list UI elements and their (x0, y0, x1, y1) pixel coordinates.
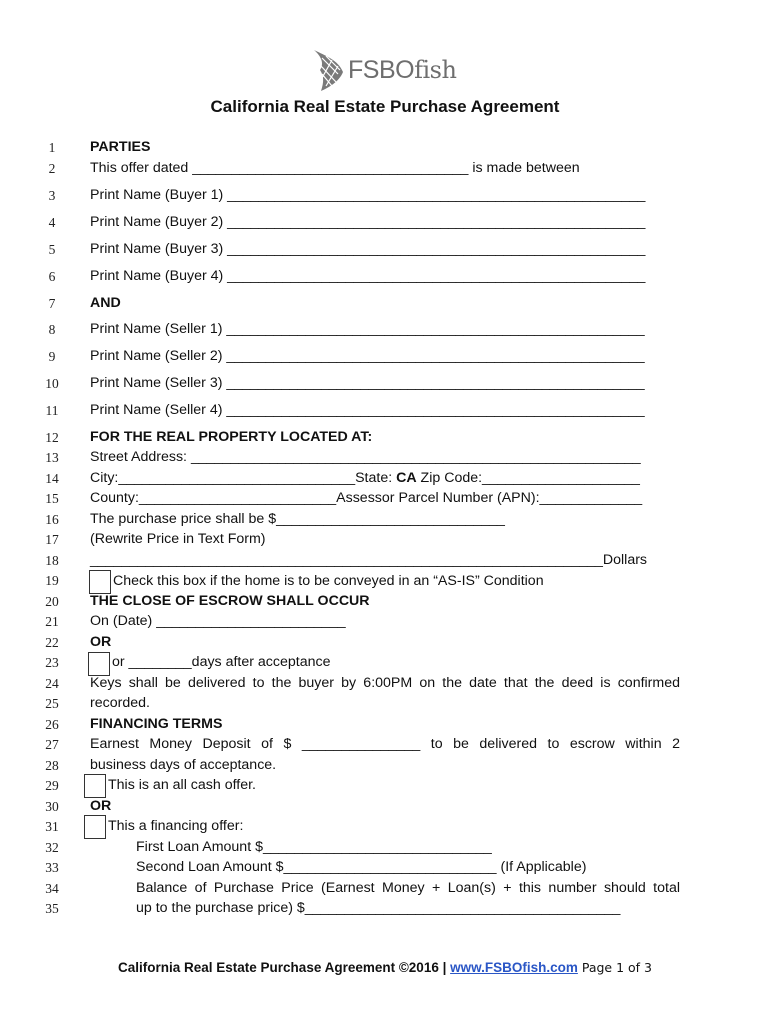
line-number: 6 (48, 269, 56, 284)
as-is-label: Check this box if the home is to be conveyed in an “AS-IS” Condition (113, 573, 544, 589)
line-number: 2 (48, 161, 56, 176)
days-after-acceptance-field[interactable]: or ________days after acceptance (112, 654, 331, 670)
page-footer (0, 960, 770, 975)
line-number: 20 (45, 594, 59, 609)
line-number: 14 (45, 471, 59, 486)
seller-4-name-field[interactable]: Print Name (Seller 4) _____________________________________________________ (90, 402, 645, 418)
financing-offer-checkbox[interactable] (84, 815, 106, 839)
and-label: AND (90, 295, 121, 311)
line-number: 13 (45, 450, 59, 465)
line-number: 10 (45, 376, 59, 391)
line-number: 7 (48, 296, 56, 311)
line-number: 12 (45, 430, 59, 445)
line-number: 29 (45, 778, 59, 793)
line-number: 26 (45, 717, 59, 732)
logo-wordmark: FSBOfish (348, 56, 457, 84)
balance-of-price-field[interactable]: up to the purchase price) $________________________________________ (136, 900, 621, 916)
line-number: 31 (45, 819, 59, 834)
document-title: California Real Estate Purchase Agreement (210, 97, 560, 116)
buyer-2-name-field[interactable]: Print Name (Buyer 2) _____________________________________________________ (90, 214, 646, 230)
line-number: 5 (48, 242, 56, 257)
buyer-3-name-field[interactable]: Print Name (Buyer 3) _____________________________________________________ (90, 241, 646, 257)
first-loan-amount-field[interactable]: First Loan Amount $_____________________________ (136, 839, 492, 855)
offer-dated-field[interactable]: This offer dated ___________________________________ is made between (90, 160, 580, 176)
line-number: 1 (48, 140, 56, 155)
line-number: 21 (45, 614, 59, 629)
city-field[interactable]: City:______________________________State: (90, 470, 397, 486)
cash-offer-checkbox[interactable] (84, 774, 106, 798)
line-number: 3 (48, 188, 56, 203)
earnest-money-text-cont: business days of acceptance. (90, 757, 277, 773)
city-state-zip-field[interactable] (90, 470, 640, 486)
street-address-field[interactable]: Street Address: _________________________________________________________ (90, 449, 641, 465)
footer-website-link[interactable]: www.FSBOfish.com (450, 960, 578, 975)
county-apn-field[interactable]: County:_________________________Assessor Parcel Number (APN):_____________ (90, 490, 643, 506)
financing-offer-label: This a financing offer: (108, 818, 244, 834)
earnest-money-field[interactable]: Earnest Money Deposit of $ _______________ to be delivered to escrow within 2 (90, 736, 680, 752)
line-number: 8 (48, 322, 56, 337)
keys-delivery-text: Keys shall be delivered to the buyer by 6:00PM on the date that the deed is confirmed (90, 675, 680, 691)
buyer-1-name-field[interactable]: Print Name (Buyer 1) _____________________________________________________ (90, 187, 646, 203)
seller-2-name-field[interactable]: Print Name (Seller 2) _____________________________________________________ (90, 348, 645, 364)
line-number: 33 (45, 860, 59, 875)
line-number: 30 (45, 799, 59, 814)
line-number: 4 (48, 215, 56, 230)
keys-delivery-text-cont: recorded. (90, 695, 150, 711)
line-number: 17 (45, 532, 59, 547)
buyer-4-name-field[interactable]: Print Name (Buyer 4) _____________________________________________________ (90, 268, 646, 284)
line-number: 24 (45, 676, 59, 691)
second-loan-amount-field[interactable]: Second Loan Amount $___________________________ (If Applicable) (136, 859, 587, 875)
line-number: 28 (45, 758, 59, 773)
price-text-label: (Rewrite Price in Text Form) (90, 531, 266, 547)
or-label: OR (90, 634, 112, 650)
line-number: 32 (45, 840, 59, 855)
line-number: 25 (45, 696, 59, 711)
line-number: 22 (45, 635, 59, 650)
fish-icon (312, 48, 346, 92)
state-value: CA (396, 470, 417, 486)
cash-offer-label: This is an all cash offer. (108, 777, 256, 793)
line-number: 18 (45, 553, 59, 568)
line-number: 23 (45, 655, 59, 670)
section-heading-property: FOR THE REAL PROPERTY LOCATED AT: (90, 429, 373, 445)
line-number: 19 (45, 573, 59, 588)
line-number: 11 (45, 403, 59, 418)
footer-page-number: Page 1 of 3 (577, 960, 652, 975)
section-heading-financing: FINANCING TERMS (90, 716, 223, 732)
line-number: 9 (48, 349, 56, 364)
zip-field[interactable]: Zip Code:____________________ (416, 470, 640, 486)
seller-3-name-field[interactable]: Print Name (Seller 3) _____________________________________________________ (90, 375, 645, 391)
line-number: 15 (45, 491, 59, 506)
or-label: OR (90, 798, 112, 814)
line-number: 34 (45, 881, 59, 896)
balance-of-price-text: Balance of Purchase Price (Earnest Money + Loan(s) + this number should total (136, 880, 680, 896)
line-number: 35 (45, 901, 59, 916)
as-is-checkbox[interactable] (89, 570, 111, 594)
fsbofish-logo (312, 48, 462, 92)
seller-1-name-field[interactable]: Print Name (Seller 1) _____________________________________________________ (90, 321, 645, 337)
line-number: 16 (45, 512, 59, 527)
days-after-acceptance-checkbox[interactable] (88, 652, 110, 676)
line-number: 27 (45, 737, 59, 752)
section-heading-parties: PARTIES (90, 139, 151, 155)
price-text-field[interactable]: _________________________________________________________________Dollars (90, 552, 648, 568)
section-heading-escrow: THE CLOSE OF ESCROW SHALL OCCUR (90, 593, 370, 609)
close-date-field[interactable]: On (Date) ________________________ (90, 613, 346, 629)
purchase-price-field[interactable]: The purchase price shall be $_____________________________ (90, 511, 505, 527)
footer-title: California Real Estate Purchase Agreement ©2016 | (118, 960, 451, 975)
